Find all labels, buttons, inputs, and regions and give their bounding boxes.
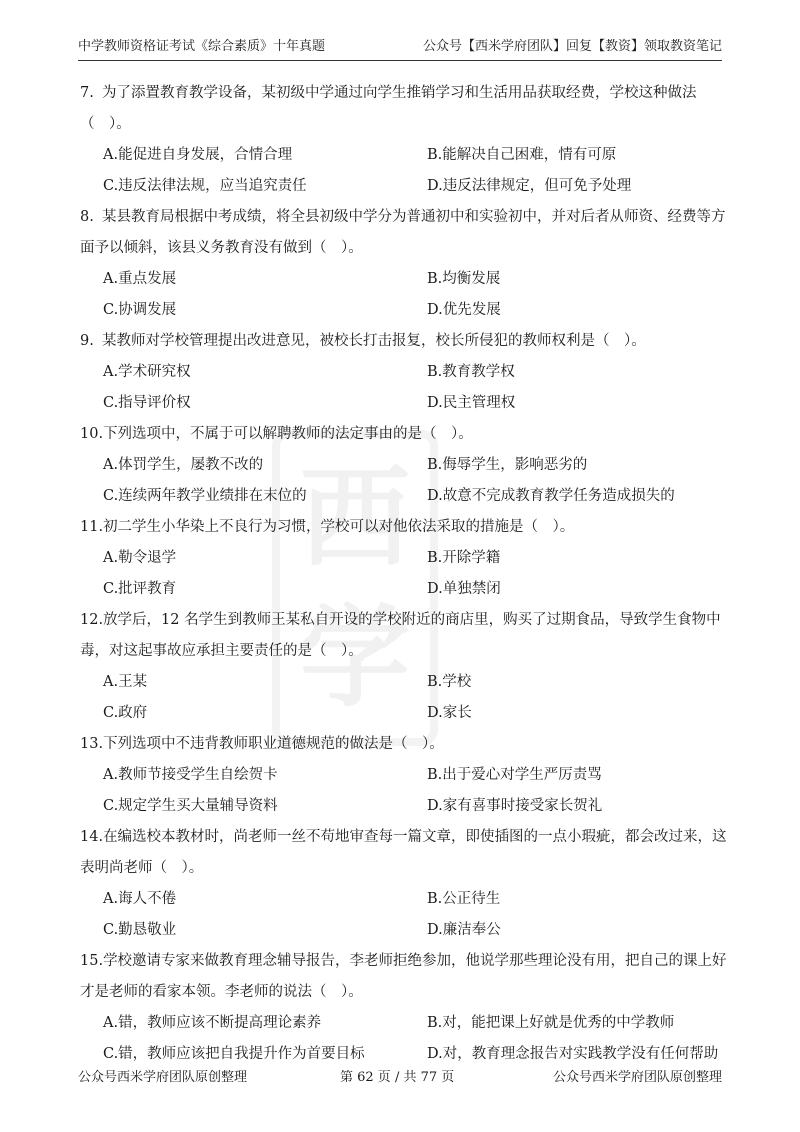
answer-option: D.违反法律规定，但可免予处理 [427, 178, 632, 194]
answer-option: B.出于爱心对学生严厉责骂 [427, 767, 602, 783]
answer-option: D.单独禁闭 [427, 581, 501, 597]
answer-option: A.能促进自身发展，合情合理 [103, 147, 293, 163]
answer-option: C.指导评价权 [103, 395, 191, 411]
answer-option: D.故意不完成教育教学任务造成损失的 [427, 488, 675, 504]
question-text: 下列选项中，不属于可以解聘教师的法定事由的是（ ）。 [103, 426, 473, 442]
question-text: 放学后，12 名学生到教师王某私自开设的学校附近的商店里，购买了过期食品，导致学生食物中毒，对这起事故应承担主要责任的是（ ）。 [80, 612, 721, 659]
question-number: 13. [80, 736, 104, 752]
question-stem [80, 419, 728, 450]
answer-option: D.对，教育理念报告对实践教学没有任何帮助 [427, 1046, 719, 1062]
answer-option: B.均衡发展 [427, 271, 501, 287]
answer-option: C.规定学生买大量辅导资料 [103, 798, 278, 814]
question-number: 8. [80, 209, 94, 225]
question-item [80, 946, 728, 1070]
question-number: 7. [80, 85, 94, 101]
answer-option: C.违反法律法规，应当追究责任 [103, 178, 307, 194]
question-stem [80, 946, 728, 1008]
answer-option: B.教育教学权 [427, 364, 515, 380]
question-stem [80, 512, 728, 543]
question-number: 11. [80, 519, 104, 535]
answer-option: D.优先发展 [427, 302, 501, 318]
question-number: 10. [80, 426, 104, 442]
answer-option: C.错，教师应该把自我提升作为首要目标 [103, 1046, 365, 1062]
question-item [80, 419, 728, 512]
option-group [80, 140, 728, 202]
question-item [80, 326, 728, 419]
question-number: 14. [80, 829, 104, 845]
answer-option: C.政府 [103, 705, 148, 721]
question-text: 学校邀请专家来做教育理念辅导报告，李老师拒绝参加，他说学那些理论没有用，把自己的课上好才是老师的看家本领。李老师的说法（ ）。 [80, 953, 727, 1000]
answer-option: A.诲人不倦 [103, 891, 177, 907]
answer-option: D.家长 [427, 705, 472, 721]
question-stem [80, 78, 728, 140]
question-stem [80, 605, 728, 667]
header-title: 中学教师资格证考试《综合素质》十年真题 [78, 39, 326, 54]
question-item [80, 202, 728, 326]
question-text: 为了添置教育教学设备，某初级中学通过向学生推销学习和生活用品获取经费，学校这种做法（ ）。 [80, 85, 697, 132]
answer-option: A.重点发展 [103, 271, 177, 287]
question-item [80, 605, 728, 729]
answer-option: D.廉洁奉公 [427, 922, 501, 938]
answer-option: D.民主管理权 [427, 395, 516, 411]
answer-option: A.学术研究权 [103, 364, 191, 380]
option-group [80, 450, 728, 512]
question-stem [80, 202, 728, 264]
answer-option: C.批评教育 [103, 581, 177, 597]
page-footer [78, 1068, 722, 1088]
question-item [80, 729, 728, 822]
answer-option: A.错，教师应该不断提高理论素养 [103, 1015, 322, 1031]
question-stem [80, 822, 728, 884]
option-group [80, 357, 728, 419]
option-group [80, 1008, 728, 1070]
question-number: 15. [80, 953, 104, 969]
question-text: 初二学生小华染上不良行为习惯，学校可以对他依法采取的措施是（ ）。 [103, 519, 575, 535]
answer-option: C.协调发展 [103, 302, 177, 318]
option-group [80, 884, 728, 946]
answer-option: C.勤恳敬业 [103, 922, 177, 938]
answer-option: B.开除学籍 [427, 550, 501, 566]
question-text: 某教师对学校管理提出改进意见，被校长打击报复，校长所侵犯的教师权利是（ ）。 [102, 333, 646, 349]
option-group [80, 543, 728, 605]
answer-option: A.王某 [103, 674, 148, 690]
option-group [80, 264, 728, 326]
answer-option: B.侮辱学生，影响恶劣的 [427, 457, 588, 473]
question-number: 12. [80, 612, 104, 628]
question-item [80, 512, 728, 605]
question-list [80, 78, 728, 1070]
option-group [80, 667, 728, 729]
question-number: 9. [80, 333, 94, 349]
answer-option: A.体罚学生，屡教不改的 [103, 457, 264, 473]
page-number: 第 62 页 / 共 77 页 [340, 1070, 455, 1085]
question-item [80, 78, 728, 202]
footer-left: 公众号西米学府团队原创整理 [78, 1070, 248, 1085]
option-group [80, 760, 728, 822]
page-header [78, 36, 722, 61]
answer-option: B.能解决自己困难，情有可原 [427, 147, 617, 163]
answer-option: A.勒令退学 [103, 550, 177, 566]
answer-option: B.学校 [427, 674, 472, 690]
question-stem [80, 729, 728, 760]
question-text: 某县教育局根据中考成绩，将全县初级中学分为普通初中和实验初中，并对后者从师资、经费等方面予以倾斜，该县义务教育没有做到（ ）。 [80, 209, 726, 256]
watermark-char: 学 [300, 594, 410, 722]
question-text: 在编选校本教材时，尚老师一丝不苟地审查每一篇文章，即使插图的一点小瑕疵，都会改过来，这表明尚老师（ ）。 [80, 829, 727, 876]
answer-option: C.连续两年教学业绩排在末位的 [103, 488, 307, 504]
question-stem [80, 326, 728, 357]
answer-option: B.公正待生 [427, 891, 501, 907]
answer-option: A.教师节接受学生自绘贺卡 [103, 767, 278, 783]
question-item [80, 822, 728, 946]
footer-right: 公众号西米学府团队原创整理 [552, 1070, 722, 1085]
header-promo: 公众号【西米学府团队】回复【教资】领取教资笔记 [422, 39, 722, 54]
watermark-char: 西 [300, 454, 410, 582]
question-text: 下列选项中不违背教师职业道德规范的做法是（ ）。 [103, 736, 444, 752]
answer-option: B.对，能把课上好就是优秀的中学教师 [427, 1015, 675, 1031]
answer-option: D.家有喜事时接受家长贺礼 [427, 798, 603, 814]
